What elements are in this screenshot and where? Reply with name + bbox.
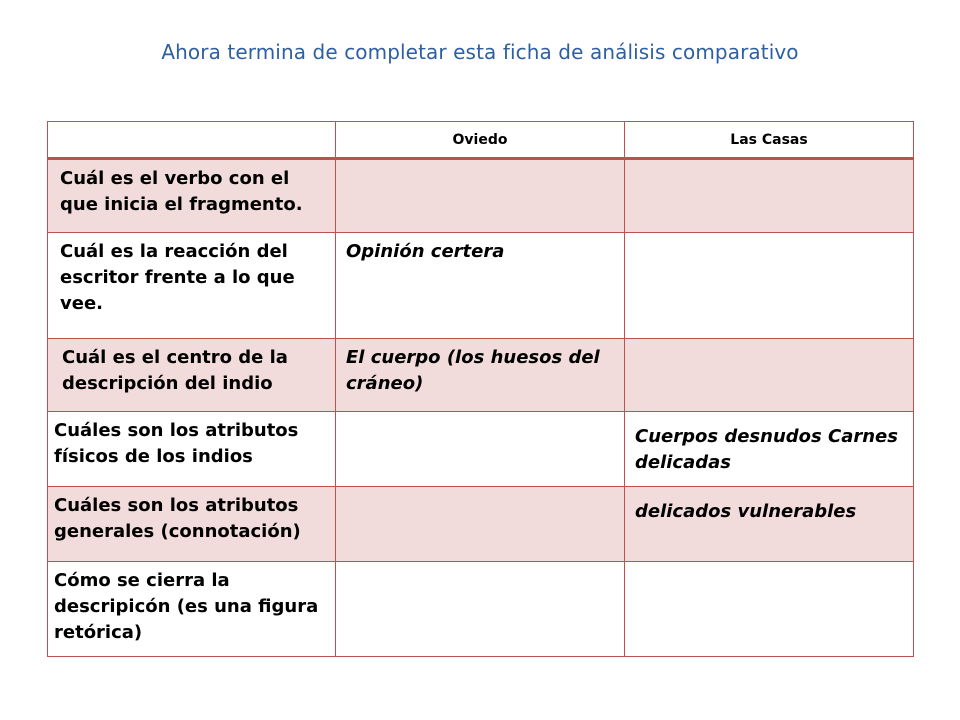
header-oviedo: Oviedo [336,122,625,159]
question-cell: Cuál es la reacción del escritor frente a lo que vee. [48,233,336,339]
comparison-table [47,121,914,657]
table-row [48,159,914,233]
header-empty [48,122,336,159]
oviedo-answer-cell[interactable]: Opinión certera [336,233,625,339]
header-las-casas: Las Casas [625,122,914,159]
question-cell: Cómo se cierra la descripicón (es una figura retórica) [48,562,336,657]
table-row [48,233,914,339]
table-header-row [48,122,914,159]
las-casas-answer-cell[interactable] [625,339,914,412]
las-casas-answer-cell[interactable] [625,159,914,233]
question-cell: Cuáles son los atributos físicos de los indios [48,412,336,487]
question-cell: Cuál es el verbo con el que inicia el fragmento. [48,159,336,233]
las-casas-answer-cell[interactable]: Cuerpos desnudos Carnes delicadas [625,412,914,487]
las-casas-answer-cell[interactable] [625,233,914,339]
oviedo-answer-cell[interactable] [336,487,625,562]
page-title: Ahora termina de completar esta ficha de análisis comparativo [161,40,799,64]
las-casas-answer-cell[interactable]: delicados vulnerables [625,487,914,562]
las-casas-answer-cell[interactable] [625,562,914,657]
oviedo-answer-cell[interactable] [336,159,625,233]
oviedo-answer-cell[interactable] [336,562,625,657]
oviedo-answer-cell[interactable]: El cuerpo (los huesos del cráneo) [336,339,625,412]
oviedo-answer-cell[interactable] [336,412,625,487]
question-cell: Cuál es el centro de la descripción del indio [48,339,336,412]
table-row [48,562,914,657]
question-cell: Cuáles son los atributos generales (connotación) [48,487,336,562]
table-row [48,412,914,487]
table-row [48,339,914,412]
table-row [48,487,914,562]
